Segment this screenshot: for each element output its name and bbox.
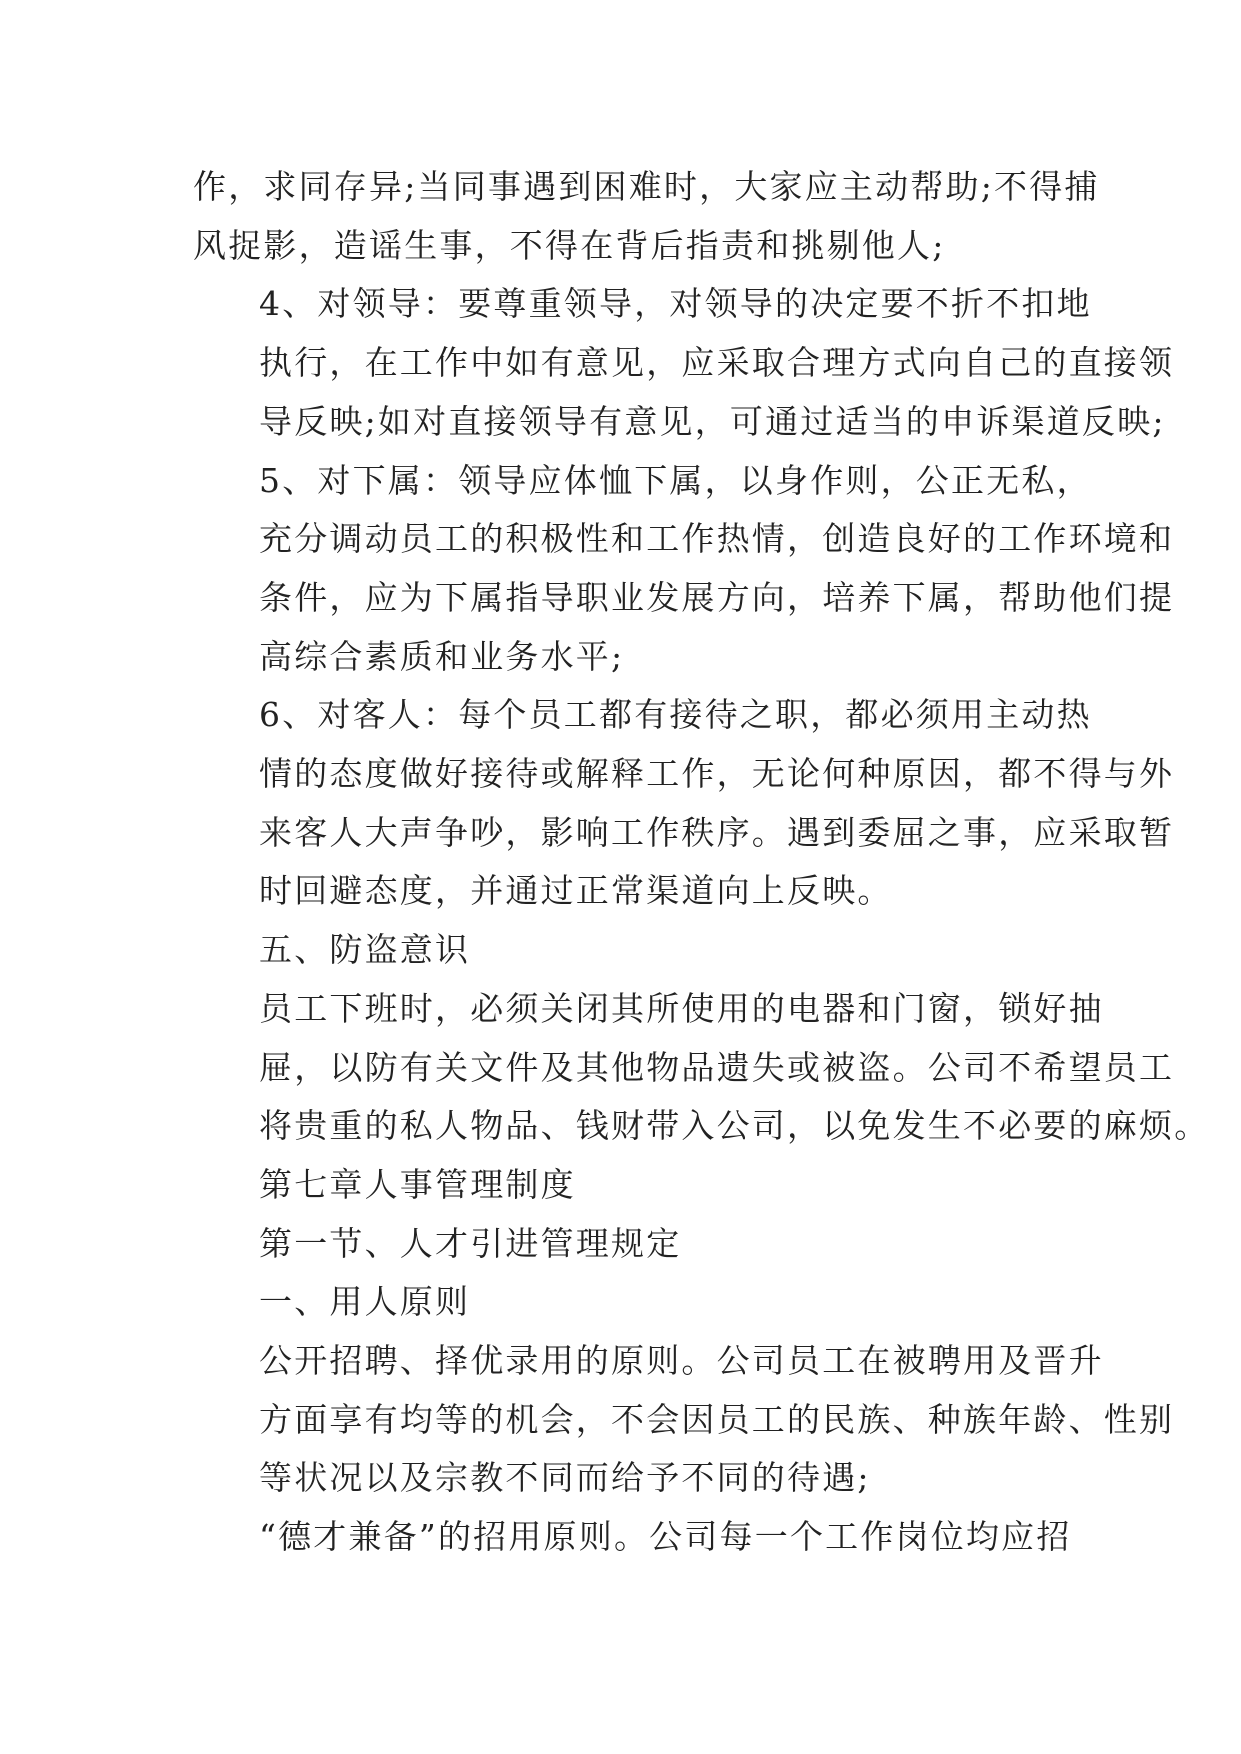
text-line: 导反映;如对直接领导有意见，可通过适当的申诉渠道反映;: [259, 401, 1166, 441]
heading-section-one: [193, 1215, 1063, 1274]
text-line: 来客人大声争吵，影响工作秩序。遇到委屈之事，应采取暂: [259, 812, 1175, 852]
text-line: 5、对下属：领导应体恤下属，以身作则，公正无私，: [259, 460, 1092, 500]
paragraph-open-recruitment: [193, 1332, 1175, 1508]
text-line: 条件，应为下属指导职业发展方向，培养下属，帮助他们提: [259, 577, 1175, 617]
text-line: 将贵重的私人物品、钱财带入公司，以免发生不必要的麻烦。: [259, 1106, 1210, 1146]
text-line: 第一节、人才引进管理规定: [259, 1223, 682, 1263]
text-line: 风捉影，造谣生事，不得在背后指责和挑剔他人;: [193, 225, 946, 265]
text-line: 等状况以及宗教不同而给予不同的待遇;: [259, 1458, 871, 1498]
text-line: 6、对客人：每个员工都有接待之职，都必须用主动热: [259, 695, 1092, 735]
paragraph-merit-principle: [193, 1508, 1072, 1567]
text-line: 高综合素质和业务水平;: [259, 636, 625, 676]
text-line: 屉，以防有关文件及其他物品遗失或被盗。公司不希望员工: [259, 1047, 1175, 1087]
paragraph-toward-subordinates: [193, 452, 1175, 687]
text-line: “德才兼备”的招用原则。公司每一个工作岗位均应招: [259, 1517, 1072, 1557]
paragraph-toward-leaders: [193, 275, 1175, 451]
text-line: 五、防盗意识: [259, 930, 471, 970]
text-line: 充分调动员工的积极性和工作热情，创造良好的工作环境和: [259, 519, 1175, 559]
text-line: 情的态度做好接待或解释工作，无论何种原因，都不得与外: [259, 754, 1175, 794]
text-line: 一、用人原则: [259, 1282, 471, 1322]
paragraph-colleague-conduct-continued: [193, 158, 1100, 275]
text-line: 公开招聘、择优录用的原则。公司员工在被聘用及晋升: [259, 1341, 1104, 1381]
document-body: [193, 158, 1210, 1567]
text-line: 第七章人事管理制度: [259, 1164, 576, 1204]
heading-chapter-seven: [193, 1156, 1063, 1215]
text-line: 作，求同存异;当同事遇到困难时，大家应主动帮助;不得捕: [193, 167, 1100, 206]
text-line: 4、对领导：要尊重领导，对领导的决定要不折不扣地: [259, 284, 1092, 324]
text-line: 员工下班时，必须关闭其所使用的电器和门窗，锁好抽: [259, 988, 1104, 1028]
text-line: 时回避态度，并通过正常渠道向上反映。: [259, 871, 893, 911]
text-line: 执行，在工作中如有意见，应采取合理方式向自己的直接领: [259, 343, 1175, 383]
heading-employment-principles: [193, 1273, 1063, 1332]
text-line: 方面享有均等的机会，不会因员工的民族、种族年龄、性别: [259, 1399, 1175, 1439]
paragraph-toward-guests: [193, 686, 1175, 921]
heading-anti-theft-awareness: [193, 921, 1063, 980]
paragraph-anti-theft-rules: [193, 980, 1210, 1156]
